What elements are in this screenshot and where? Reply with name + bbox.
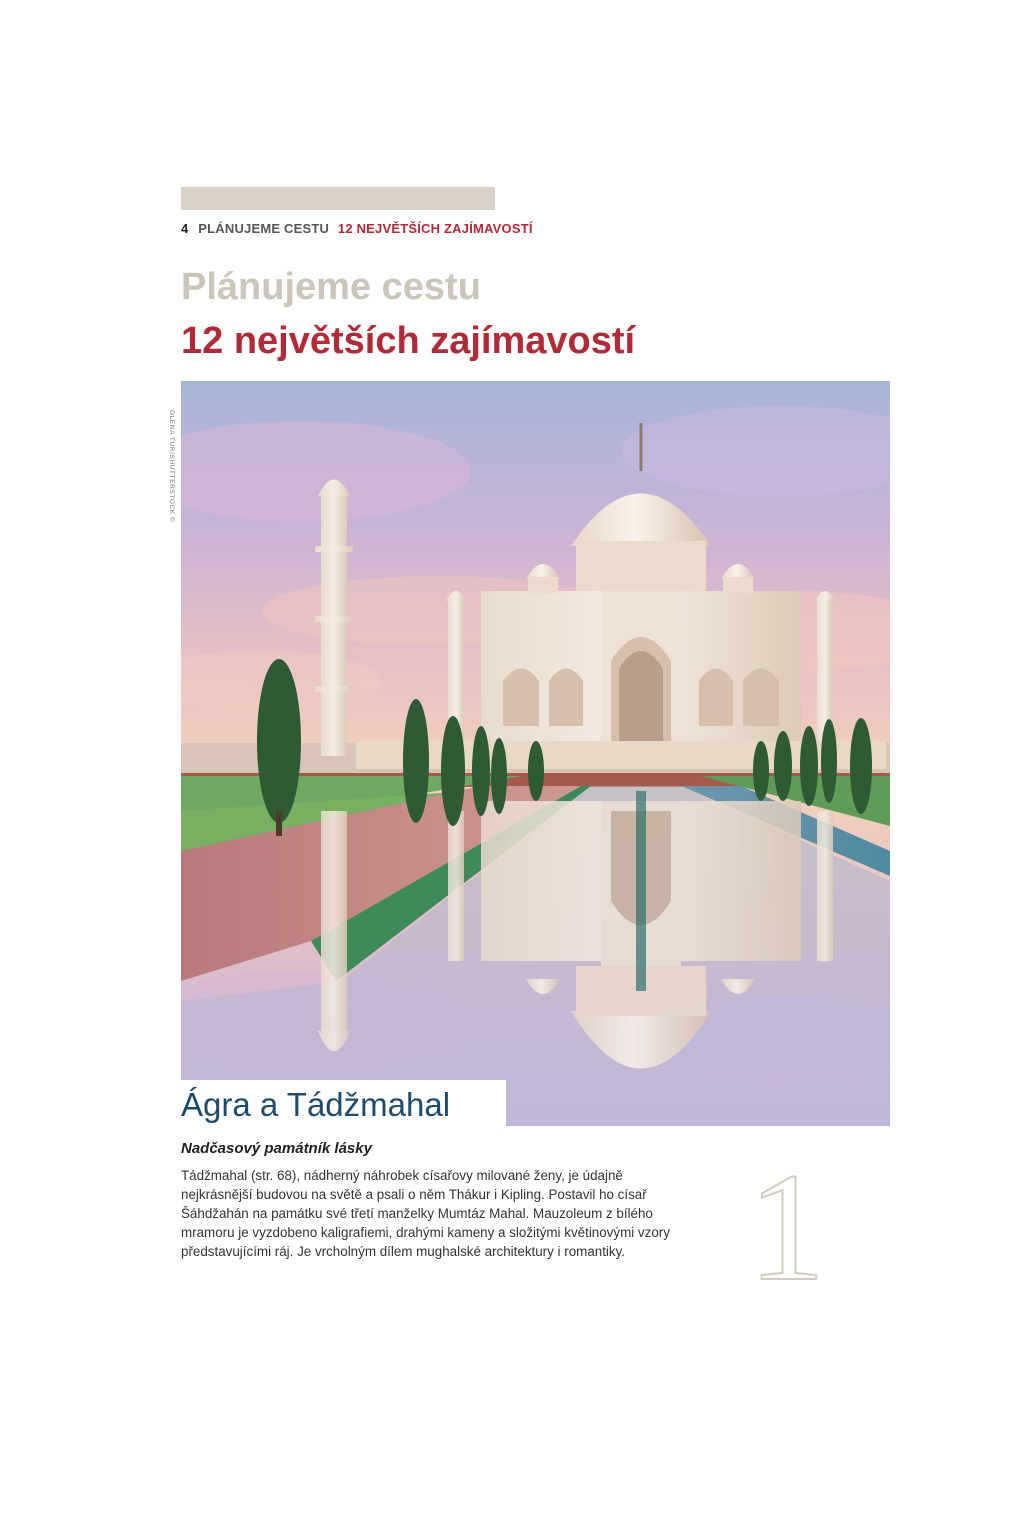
page-number: 4: [181, 221, 189, 236]
page-title-line2: 12 největších zajímavostí: [181, 320, 636, 362]
caption-box: [181, 1080, 506, 1126]
photo-credit: [164, 410, 178, 550]
page-title-line1: Plánujeme cestu: [181, 266, 481, 308]
chapter-label: 12 NEJVĚTŠÍCH ZAJÍMAVOSTÍ: [337, 221, 533, 236]
feature-title: Ágra a Tádžmahal: [181, 1086, 451, 1123]
header-bar: [181, 187, 495, 210]
feature-subtitle: Nadčasový památník lásky: [181, 1140, 372, 1157]
feature-number: 1: [748, 1141, 826, 1313]
feature-body: Tádžmahal (str. 68), nádherný náhrobek císařovy milované ženy, je údajně nejkrásnější budovou na světě a psali o něm Thákur i Kipling. Postavil ho císař Šáhdžahán na památku své třetí manželky Mumtáz Mahal. Mauzoleum z bílého mramoru je vyzdobeno kaligrafiemi, drahými kameny a složitými květinovými vzory představujícími ráj. Je vrcholným dílem mughalské architektury i romantiky.: [181, 1168, 670, 1259]
running-head: [181, 221, 533, 239]
section-label: PLÁNUJEME CESTU: [198, 221, 330, 236]
taj-mahal-photo: [181, 381, 890, 1126]
photo-credit-text: OLENA TUR/SHUTTERSTOCK ©: [168, 410, 175, 523]
